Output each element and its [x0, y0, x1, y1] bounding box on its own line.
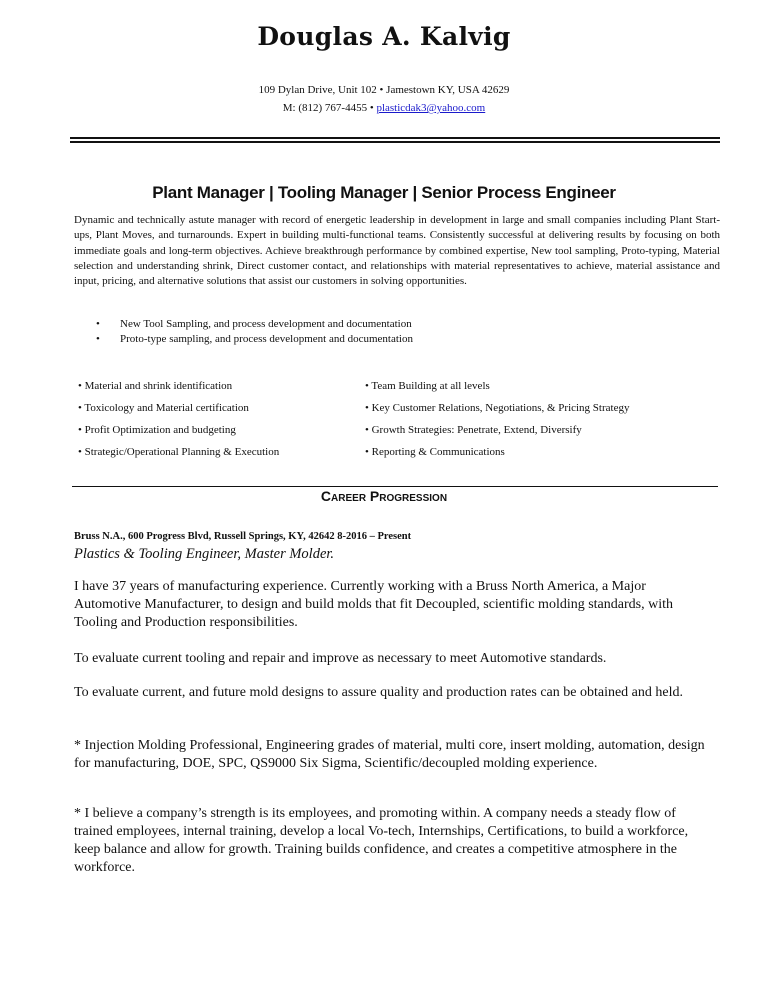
skill-text: Material and shrink identification	[84, 380, 233, 392]
phone-email-line	[0, 102, 768, 114]
skill-item: • Profit Optimization and budgeting	[78, 424, 236, 436]
career-paragraph: To evaluate current tooling and repair and improve as necessary to meet Automotive standards.	[74, 651, 607, 666]
double-divider	[70, 137, 720, 143]
skill-text: Growth Strategies: Penetrate, Extend, Diversify	[371, 424, 582, 436]
job-title: Plastics & Tooling Engineer, Master Molder.	[74, 546, 335, 562]
skill-item: • Strategic/Operational Planning & Execution	[78, 446, 280, 458]
skill-text: Team Building at all levels	[371, 380, 490, 392]
address: 109 Dylan Drive, Unit 102 • Jamestown KY, USA 42629	[258, 84, 510, 96]
skill-item: • Key Customer Relations, Negotiations, & Pricing Strategy	[365, 402, 630, 414]
section-divider	[72, 486, 718, 487]
skill-text: Toxicology and Material certification	[84, 402, 249, 414]
career-paragraph: * Injection Molding Professional, Engineering grades of material, multi core, insert molding, automation, design for manufacturing, DOE, SPC, QS9000 Six Sigma, Scientific/decoupled molding experience.	[74, 738, 705, 771]
skill-text: Profit Optimization and budgeting	[84, 424, 236, 436]
skill-item: • Material and shrink identification	[78, 380, 233, 392]
bullet-text: New Tool Sampling, and process development and documentation	[120, 318, 412, 330]
skill-item: • Team Building at all levels	[365, 380, 490, 392]
candidate-name: Douglas A. Kalvig	[257, 22, 511, 51]
bullet-item: • Proto-type sampling, and process development and documentation	[96, 333, 413, 345]
bullet-text: Proto-type sampling, and process development and documentation	[120, 333, 413, 345]
phone: M: (812) 767-4455 •	[282, 102, 377, 114]
skill-item: • Growth Strategies: Penetrate, Extend, Diversify	[365, 424, 582, 436]
career-paragraph: To evaluate current, and future mold designs to assure quality and production rates can be obtained and held.	[74, 685, 683, 700]
employer-line: Bruss N.A., 600 Progress Blvd, Russell Springs, KY, 42642 8-2016 – Present	[74, 531, 412, 542]
career-paragraph: * I believe a company’s strength is its employees, and promoting within. A company needs a steady flow of trained employees, internal training, develop a local Vo-tech, Internships, Certifications, to build a workforce, keep balance and allow for growth. Training builds confidence, and creates a competitive atmosphere in the workforce.	[74, 806, 689, 875]
skill-text: Reporting & Communications	[371, 446, 505, 458]
skill-item: • Toxicology and Material certification	[78, 402, 249, 414]
skill-text: Strategic/Operational Planning & Execution	[84, 446, 280, 458]
summary-paragraph: Dynamic and technically astute manager with record of energetic leadership in development in large and small companies including Plant Start-ups, Plant Moves, and turnarounds. Expert in building multi-functional teams. Consistently successful at delivering results by focusing on both immediate goals and long-term objectives. Achieve breakthrough performance by combined expertise, New tool sampling, Proto-typing, Material selection and understanding shrink, Direct customer contact, and relationships with material representatives to achieve, material assistance and input, pricing, and alternative solutions that assist our customers in solving opportunities.	[74, 214, 720, 288]
headline: Plant Manager | Tooling Manager | Senior Process Engineer	[152, 183, 616, 202]
email-link[interactable]: plasticdak3@yahoo.com	[376, 102, 486, 114]
section-heading: Career Progression	[320, 488, 448, 504]
skill-text: Key Customer Relations, Negotiations, & Pricing Strategy	[371, 402, 630, 414]
career-paragraph: I have 37 years of manufacturing experience. Currently working with a Bruss North America, a Major Automotive Manufacturer, to design and build molds that fit Decoupled, scientific molding standards, with Tooling and Production responsibilities.	[74, 579, 673, 630]
skill-item: • Reporting & Communications	[365, 446, 505, 458]
bullet-item: • New Tool Sampling, and process development and documentation	[96, 318, 412, 330]
